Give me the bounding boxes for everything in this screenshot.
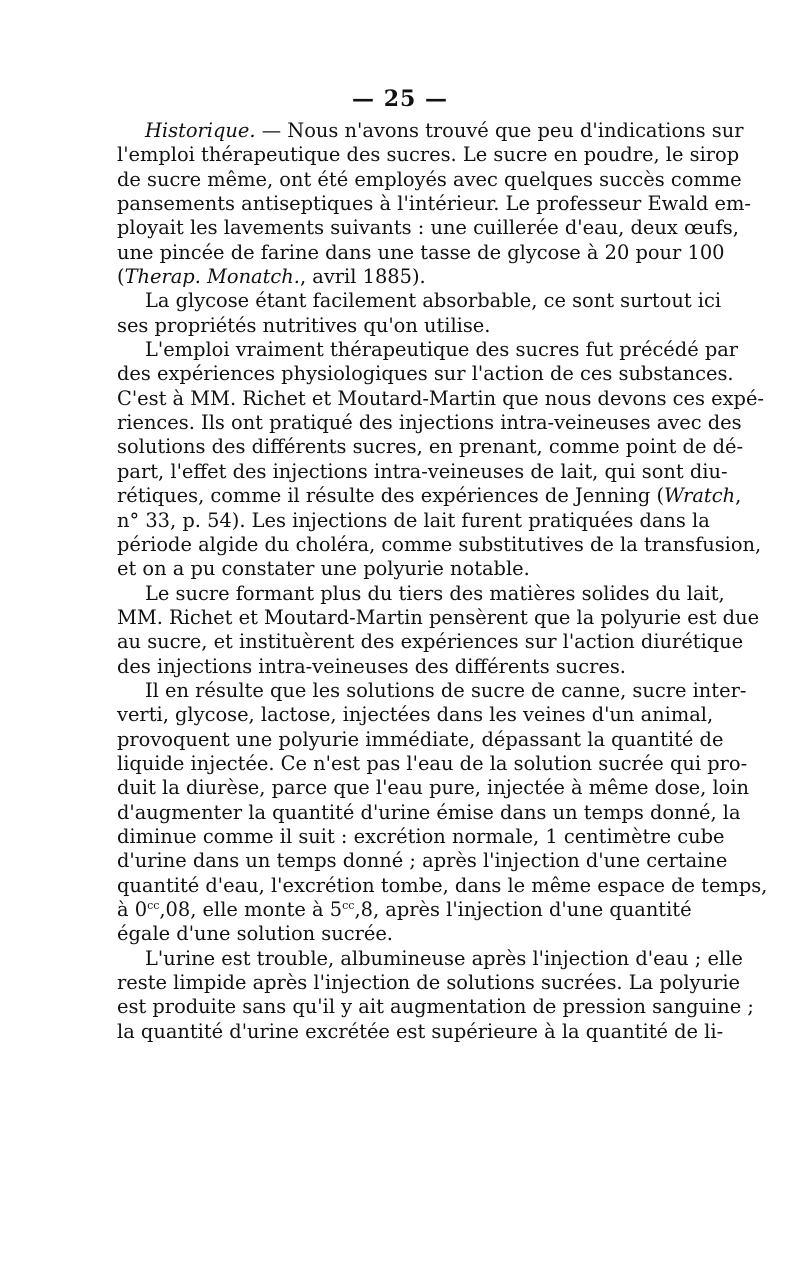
text-line: part, l'effet des injections intra-veineuses de lait, qui sont diu- bbox=[117, 459, 728, 483]
paragraph bbox=[117, 119, 751, 289]
text-line: une pincée de farine dans une tasse de glycose à 20 pour 100 bbox=[117, 240, 725, 264]
text-line: période algide du choléra, comme substitutives de la transfusion, bbox=[117, 532, 762, 556]
paragraph bbox=[117, 946, 754, 1044]
text-line: Le sucre formant plus du tiers des matières solides du lait, bbox=[145, 581, 725, 605]
page-number: — 25 — bbox=[352, 86, 448, 112]
text-line: liquide injectée. Ce n'est pas l'eau de la solution sucrée qui pro- bbox=[117, 751, 748, 775]
text-line: à $0^{cc},08$, elle monte à $5^{cc},8$, après l'injection d'une quantité bbox=[117, 898, 692, 921]
text-line: n° 33, p. 54). Les injections de lait furent pratiquées dans la bbox=[117, 508, 710, 532]
paragraph bbox=[117, 289, 722, 338]
text-line: MM. Richet et Moutard-Martin pensèrent que la polyurie est due bbox=[117, 605, 760, 629]
text-line: (Therap. Monatch., avril 1885). bbox=[117, 265, 426, 289]
text-line: est produite sans qu'il y ait augmentation de pression sanguine ; bbox=[117, 995, 754, 1019]
text-line: duit la diurèse, parce que l'eau pure, injectée à même dose, loin bbox=[117, 776, 750, 800]
text-line: ployait les lavements suivants : une cuillerée d'eau, deux œufs, bbox=[117, 216, 739, 240]
text-line: de sucre même, ont été employés avec quelques succès comme bbox=[117, 167, 742, 191]
text-line: pansements antiseptiques à l'intérieur. Le professeur Ewald em- bbox=[117, 192, 751, 216]
text-line: et on a pu constater une polyurie notable. bbox=[117, 557, 530, 581]
text-line: L'urine est trouble, albumineuse après l'injection d'eau ; elle bbox=[145, 946, 743, 970]
text-line: riences. Ils ont pratiqué des injections intra-veineuses avec des bbox=[117, 411, 742, 435]
text-line: reste limpide après l'injection de solutions sucrées. La polyurie bbox=[117, 971, 741, 995]
text-line: L'emploi vraiment thérapeutique des sucres fut précédé par bbox=[145, 338, 739, 362]
text-line: des expériences physiologiques sur l'action de ces substances. bbox=[117, 362, 734, 386]
text-line: Il en résulte que les solutions de sucre de canne, sucre inter- bbox=[145, 678, 747, 702]
paragraph bbox=[117, 581, 760, 679]
text-line: provoquent une polyurie immédiate, dépassant la quantité de bbox=[117, 727, 724, 751]
text-line: rétiques, comme il résulte des expériences de Jenning (Wratch, bbox=[117, 484, 742, 508]
text-line: C'est à MM. Richet et Moutard-Martin que nous devons ces expé- bbox=[117, 386, 764, 410]
text-line: solutions des différents sucres, en prenant, comme point de dé- bbox=[117, 435, 744, 459]
body-text bbox=[117, 119, 768, 1044]
text-line: des injections intra-veineuses des différents sucres. bbox=[117, 654, 626, 678]
text-line: diminue comme il suit : excrétion normale, 1 centimètre cube bbox=[117, 824, 725, 848]
paragraph bbox=[117, 678, 768, 947]
paragraph bbox=[117, 338, 764, 581]
text-line: Historique. — Nous n'avons trouvé que peu d'indications sur bbox=[145, 119, 744, 142]
text-line: quantité d'eau, l'excrétion tombe, dans le même espace de temps, bbox=[117, 873, 768, 897]
text-line: La glycose étant facilement absorbable, ce sont surtout ici bbox=[145, 289, 722, 313]
text-line: d'urine dans un temps donné ; après l'injection d'une certaine bbox=[117, 849, 728, 873]
text-line: égale d'une solution sucrée. bbox=[117, 922, 393, 946]
text-line: la quantité d'urine excrétée est supérieure à la quantité de li- bbox=[117, 1019, 724, 1043]
text-line: d'augmenter la quantité d'urine émise dans un temps donné, la bbox=[117, 800, 741, 824]
text-line: verti, glycose, lactose, injectées dans les veines d'un animal, bbox=[117, 703, 714, 727]
text-line: l'emploi thérapeutique des sucres. Le sucre en poudre, le sirop bbox=[117, 143, 740, 167]
text-line: ses propriétés nutritives qu'on utilise. bbox=[117, 313, 491, 337]
text-line: au sucre, et instituèrent des expériences sur l'action diurétique bbox=[117, 630, 744, 654]
